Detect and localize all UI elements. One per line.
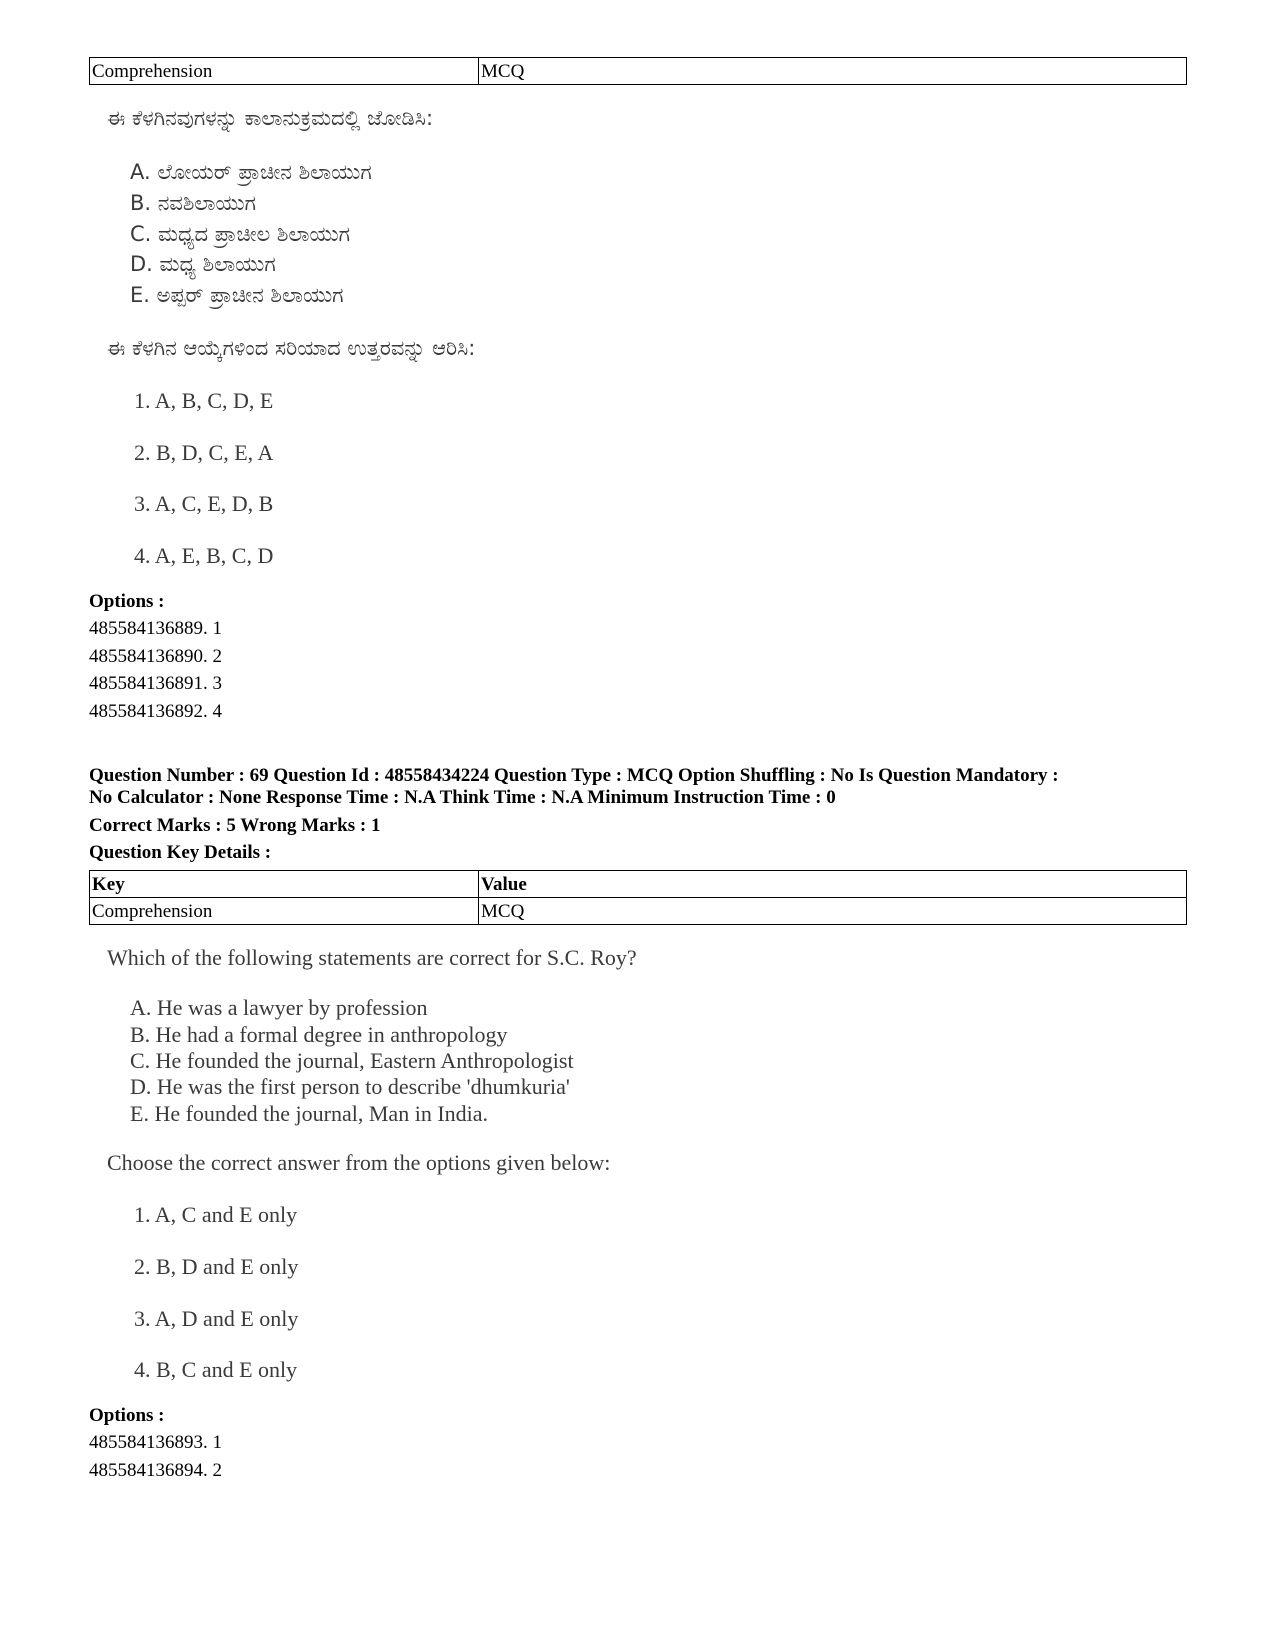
question-prompt: ಈ ಕೆಳಗಿನ ಆಯ್ಕೆಗಳಿಂದ ಸರಿಯಾದ ಉತ್ತರವನ್ನು ಆರಿಸಿ: [107,336,476,360]
table-cell-value: MCQ [479,58,1187,85]
answer-choice: 4. B, C and E only [134,1357,298,1382]
options-label: Options : [89,1405,165,1426]
option-row: 485584136891. 3 [89,673,222,694]
answer-choice: 1. A, C and E only [134,1202,298,1227]
table-cell-value: MCQ [479,898,1187,925]
list-item: A. ಲೋಯರ್ ಪ್ರಾಚೀನ ಶಿಲಾಯುಗ [130,160,372,184]
table-header-value: Value [479,871,1187,898]
table-header-key: Key [90,871,479,898]
table-row [90,898,1187,925]
question-stem: ಈ ಕೆಳಗಿನವುಗಳನ್ನು ಕಾಲಾನುಕ್ರಮದಲ್ಲಿ ಜೋಡಿಸಿ: [107,106,434,130]
table-header-row [90,871,1187,898]
top-key-table [89,57,1187,85]
table-cell-key: Comprehension [90,898,479,925]
key-details-label: Question Key Details : [89,842,272,863]
list-item: C. He founded the journal, Eastern Anthropologist [130,1048,574,1073]
question-stem: Which of the following statements are correct for S.C. Roy? [107,945,637,970]
list-item: E. He founded the journal, Man in India. [130,1101,489,1126]
option-row: 485584136893. 1 [89,1432,222,1453]
list-item: B. ನವಶಿಲಾಯುಗ [130,191,256,215]
question-marks: Correct Marks : 5 Wrong Marks : 1 [89,815,381,836]
answer-choice: 1. A, B, C, D, E [134,388,274,413]
table-cell-key: Comprehension [90,58,479,85]
answer-choice: 2. B, D and E only [134,1254,299,1279]
list-item: C. ಮಧ್ಯದ ಪ್ರಾಚೀಲ ಶಿಲಾಯುಗ [130,222,350,246]
answer-choice: 3. A, C, E, D, B [134,491,274,516]
option-row: 485584136894. 2 [89,1460,222,1481]
options-label: Options : [89,591,165,612]
list-item: E. ಅಪ್ಪರ್ ಪ್ರಾಚೀನ ಶಿಲಾಯುಗ [130,283,344,307]
question-prompt: Choose the correct answer from the options given below: [107,1150,611,1175]
list-item: A. He was a lawyer by profession [130,995,428,1020]
question-key-table [89,870,1187,925]
option-row: 485584136892. 4 [89,701,222,722]
answer-choice: 2. B, D, C, E, A [134,440,274,465]
answer-choice: 4. A, E, B, C, D [134,543,274,568]
option-row: 485584136889. 1 [89,618,222,639]
answer-choice: 3. A, D and E only [134,1306,299,1331]
list-item: D. ಮಧ್ಯ ಶಿಲಾಯುಗ [130,252,276,276]
option-row: 485584136890. 2 [89,646,222,667]
question-meta-line: No Calculator : None Response Time : N.A Think Time : N.A Minimum Instruction Time : 0 [89,787,836,808]
table-row [90,58,1187,85]
list-item: D. He was the first person to describe 'dhumkuria' [130,1074,570,1099]
question-meta-line: Question Number : 69 Question Id : 48558434224 Question Type : MCQ Option Shuffling : No Is Question Mandatory : [89,765,1059,786]
list-item: B. He had a formal degree in anthropology [130,1022,508,1047]
